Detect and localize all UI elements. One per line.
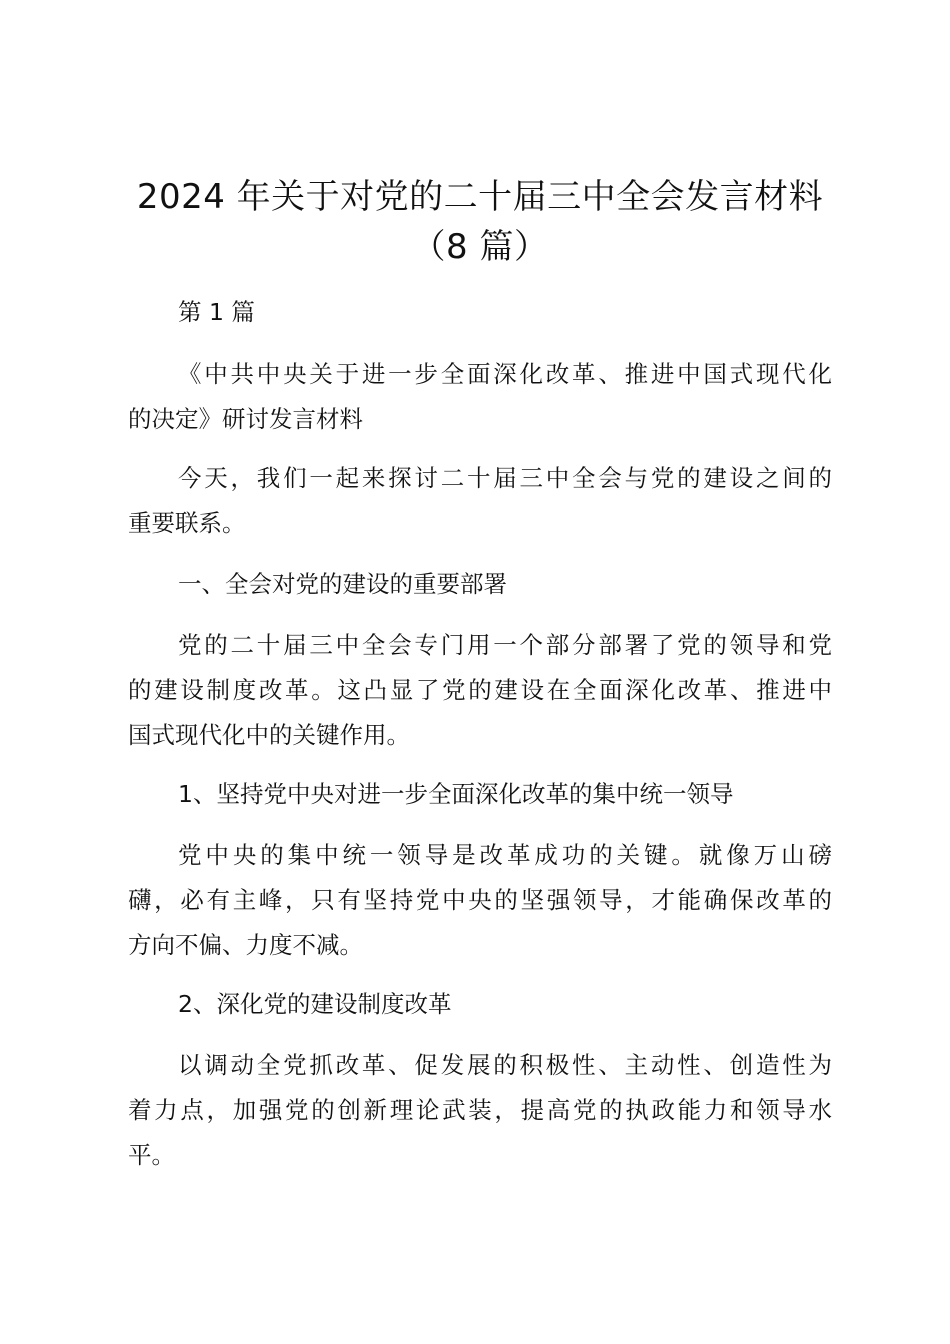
- paragraph-line: 党中央的集中统一领导是改革成功的关键。就像万山磅: [178, 841, 832, 869]
- paragraph-line: 一、全会对党的建设的重要部署: [178, 570, 507, 598]
- paragraph-body-1: [128, 623, 832, 758]
- paragraph-line: 1、坚持党中央对进一步全面深化改革的集中统一领导: [178, 780, 734, 808]
- paragraph-line: 方向不偏、力度不减。: [128, 931, 363, 959]
- paragraph-line: 以调动全党抓改革、促发展的积极性、主动性、创造性为: [178, 1051, 832, 1079]
- paragraph-section-heading: [128, 290, 832, 335]
- paragraph-line: 党的二十届三中全会专门用一个部分部署了党的领导和党: [178, 631, 832, 659]
- paragraph-line: 今天，我们一起来探讨二十届三中全会与党的建设之间的: [178, 464, 832, 492]
- paragraph-heading-2: [128, 772, 832, 817]
- paragraph-line: 的决定》研讨发言材料: [128, 405, 363, 433]
- paragraph-line: 的建设制度改革。这凸显了党的建设在全面深化改革、推进中: [128, 676, 832, 704]
- paragraph-line: 国式现代化中的关键作用。: [128, 721, 410, 749]
- paragraph-line: 着力点，加强党的创新理论武装，提高党的执政能力和领导水: [128, 1096, 832, 1124]
- paragraph-heading-3: [128, 982, 832, 1027]
- paragraph-line: 礴，必有主峰，只有坚持党中央的坚强领导，才能确保改革的: [128, 886, 832, 914]
- paragraph-line: 2、深化党的建设制度改革: [178, 990, 452, 1018]
- paragraph-line: 平。: [128, 1141, 175, 1169]
- paragraph-intro: [128, 456, 832, 546]
- document-title-line-1: 2024 年关于对党的二十届三中全会发言材料: [136, 177, 824, 217]
- paragraph-subtitle: [128, 352, 832, 442]
- paragraph-line: 重要联系。: [128, 509, 246, 537]
- paragraph-heading-1: [128, 562, 832, 607]
- paragraph-body-2: [128, 833, 832, 968]
- paragraph-body-3: [128, 1043, 832, 1178]
- paragraph-line: 《中共中央关于进一步全面深化改革、推进中国式现代化: [178, 360, 832, 388]
- document-title-line-2: （8 篇）: [411, 227, 549, 267]
- paragraph-line: 第 1 篇: [178, 298, 255, 326]
